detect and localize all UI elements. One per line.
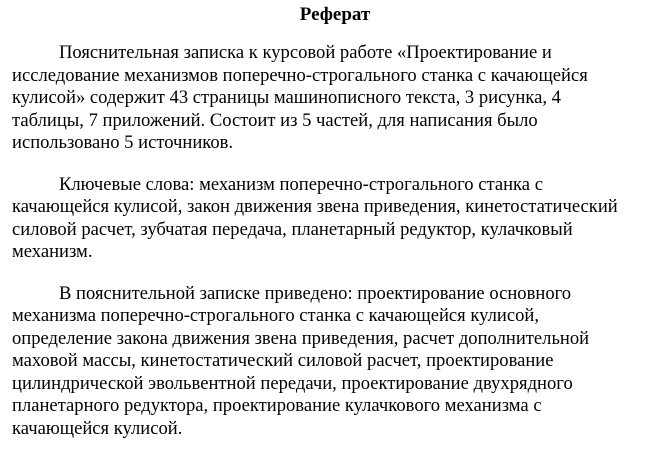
paragraph-line: кулисой» содержит 43 страницы машинописного текста, 3 рисунка, 4 [12,87,561,108]
paragraph-line: Пояснительная записка к курсовой работе «Проектирование и [59,42,552,63]
paragraph-keywords [12,174,658,264]
paragraph-line: определение закона движения звена приведения, расчет дополнительной [12,327,590,349]
paragraph-line: таблицы, 7 приложений. Состоит из 5 частей, для написания было [12,109,538,131]
document-page [12,4,658,459]
paragraph-line: планетарного редуктора, проектирование кулачкового механизма с [12,395,542,416]
document-title: Реферат [299,4,371,25]
paragraph-summary [12,42,658,155]
paragraph-line: механизма поперечно-строгального станка с качающейся кулисой, [12,305,540,326]
paragraph-line: качающейся кулисой. [12,417,183,439]
paragraph-line: механизм. [12,241,93,262]
paragraph-line: Ключевые слова: механизм поперечно-строгального станка с [59,173,543,195]
paragraph-line: силовой расчет, зубчатая передача, планетарный редуктор, кулачковый [12,218,573,240]
paragraph-line: исследование механизмов поперечно-строгального станка с качающейся [12,64,588,86]
paragraph-line: цилиндрической эвольвентной передачи, проектирование двухрядного [12,372,573,394]
paragraph-line: использовано 5 источников. [12,132,234,153]
paragraph-line: В пояснительной записке приведено: проектирование основного [59,282,572,304]
paragraph-line: качающейся кулисой, закон движения звена приведения, кинетостатический [12,196,618,217]
paragraph-contents [12,283,658,441]
paragraph-line: маховой массы, кинетостатический силовой расчет, проектирование [12,350,554,371]
